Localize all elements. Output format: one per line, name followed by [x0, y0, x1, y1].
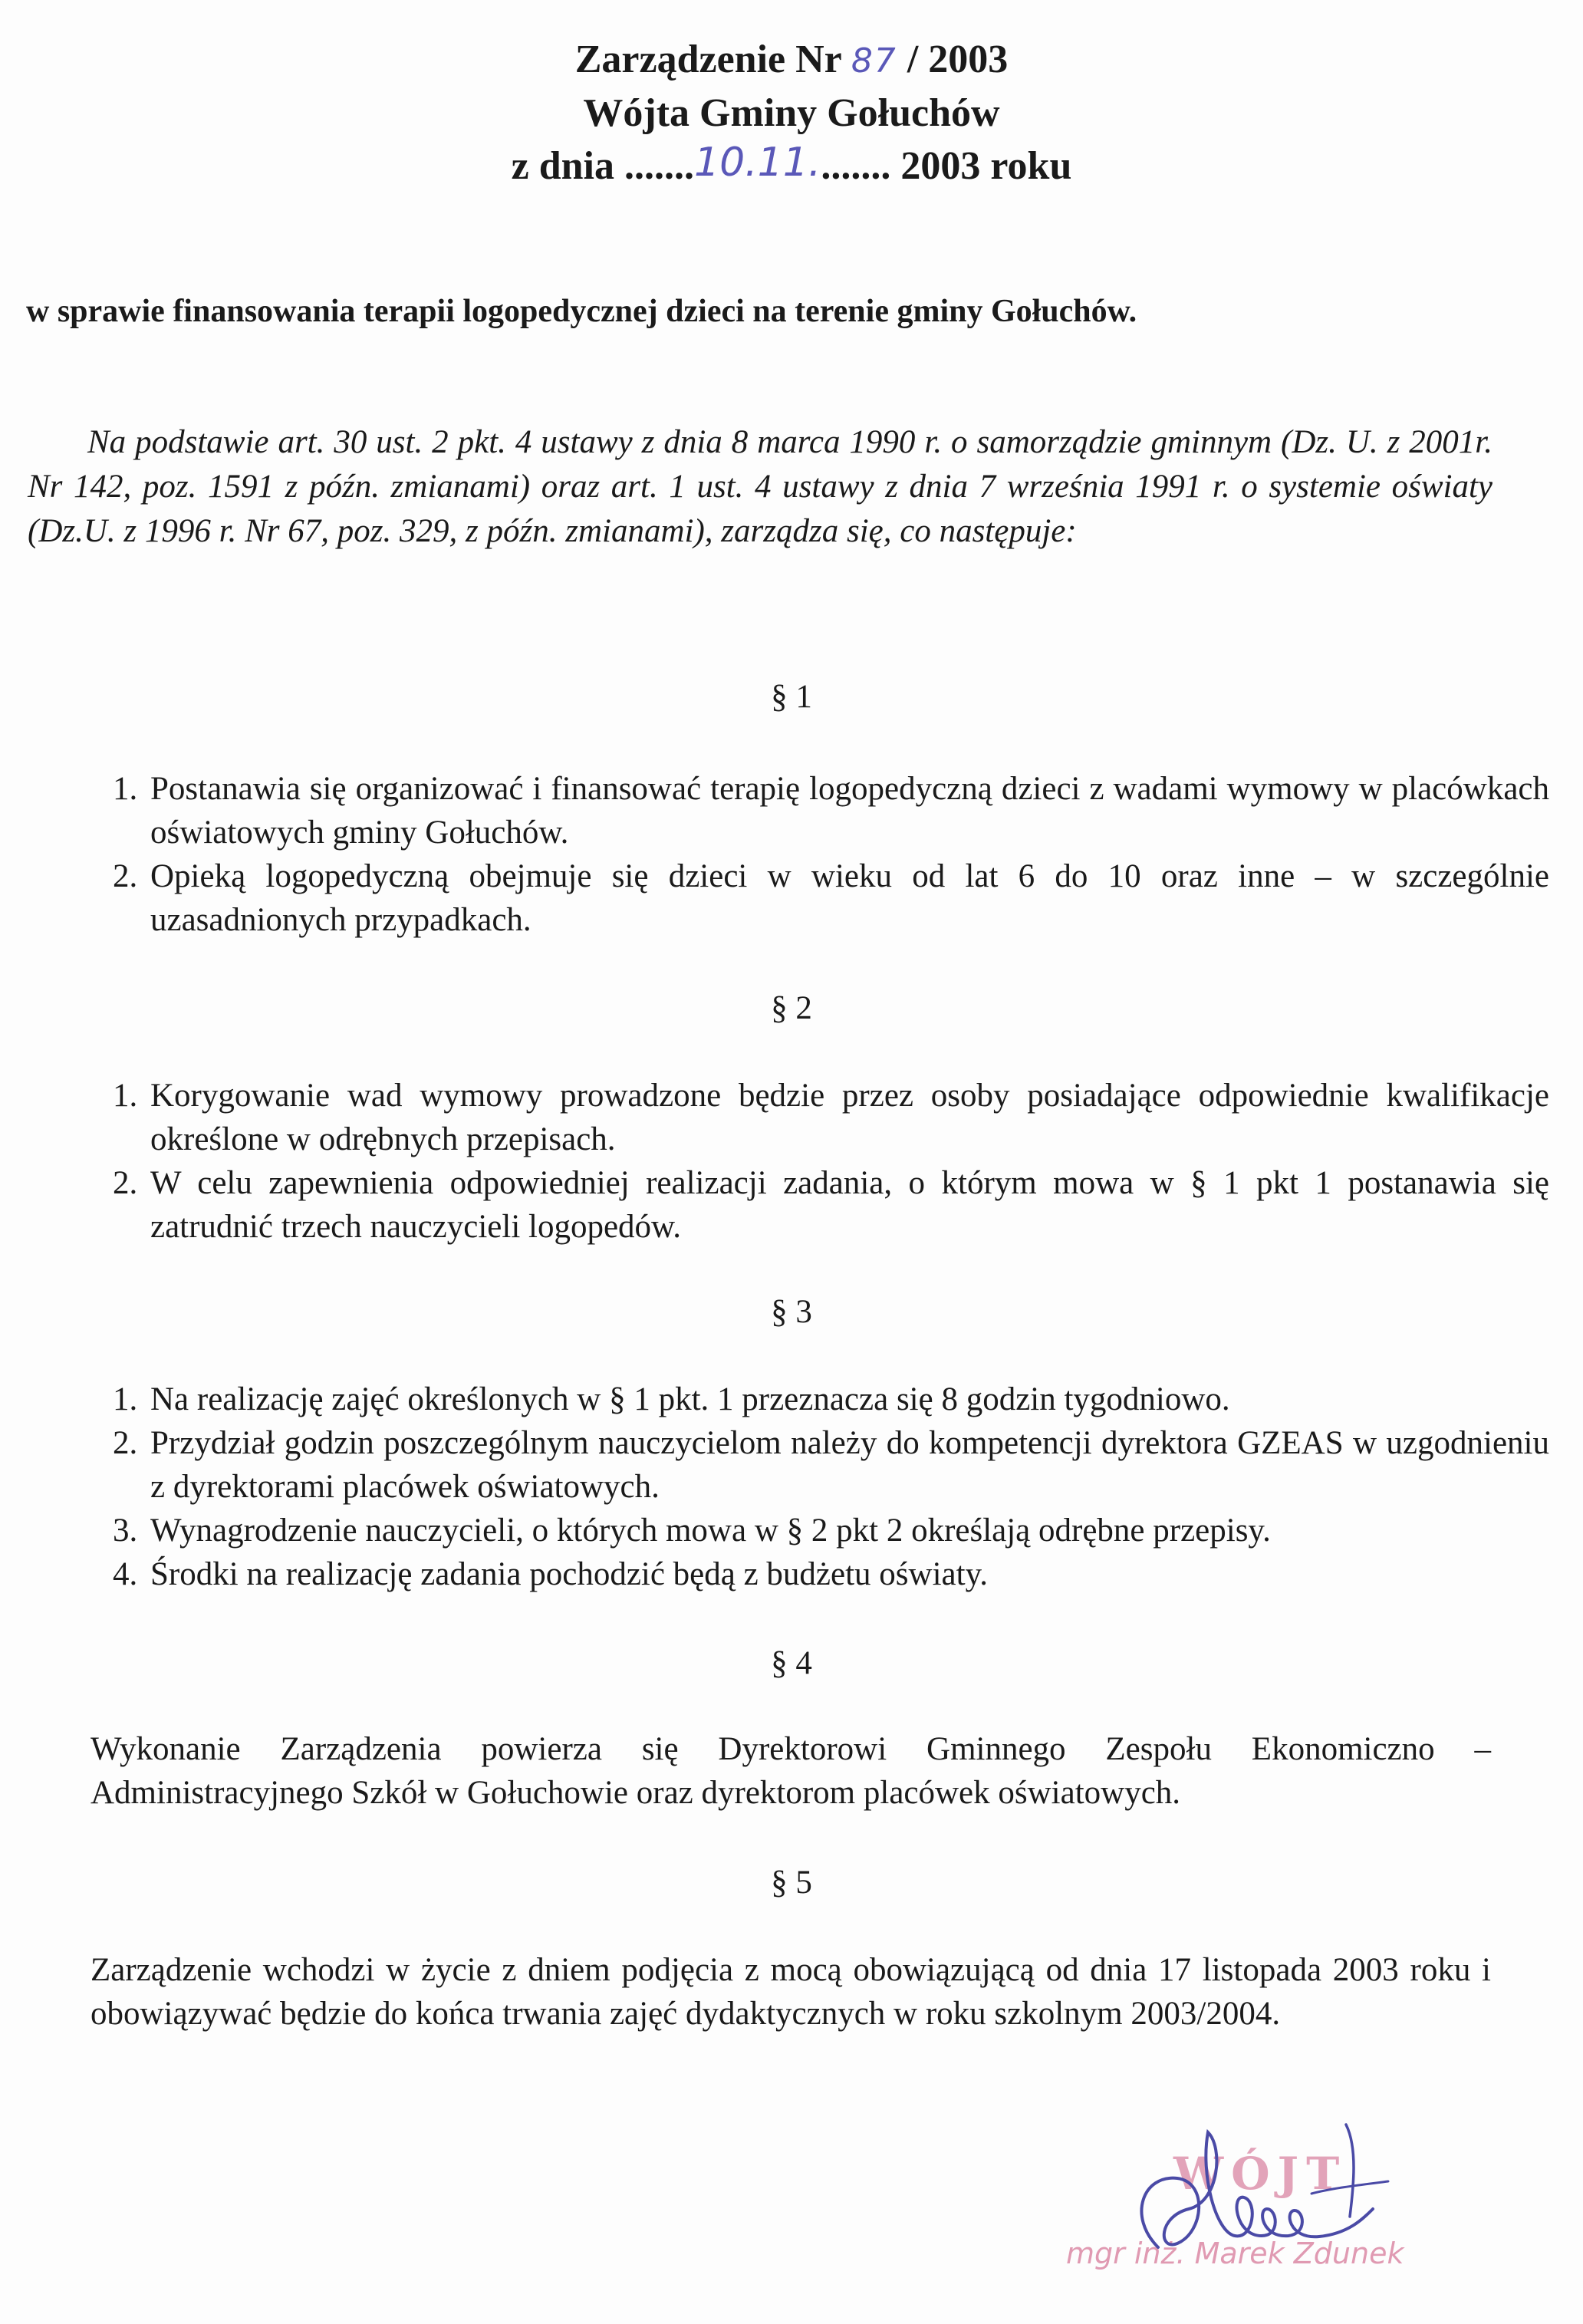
list-item: 1. Korygowanie wad wymowy prowadzone będzie przez osoby posiadające odpowiednie kwalifikacje określone w odrębnych przepisach. [146, 1074, 1549, 1161]
header-authority: Wójta Gminy Gołuchów [583, 91, 1000, 135]
list-item: 2. W celu zapewnienia odpowiedniej realizacji zadania, o którym mowa w § 1 pkt 1 postanawia się zatrudnić trzech nauczycieli logopedów. [146, 1161, 1549, 1249]
list-item: 4. Środki na realizację zadania pochodzić będą z budżetu oświaty. [146, 1552, 1549, 1596]
handwritten-signature [1043, 2102, 1473, 2286]
list-item: 1. Postanawia się organizować i finansować terapię logopedyczną dzieci z wadami wymowy w placówkach oświatowych gminy Gołuchów. [146, 767, 1549, 854]
list-item: 3. Wynagrodzenie nauczycieli, o których mowa w § 2 pkt 2 określają odrębne przepisy. [146, 1509, 1549, 1552]
section-5-text: Zarządzenie wchodzi w życie z dniem podjęcia z mocą obowiązującą od dnia 17 listopada 2003 roku i obowiązywać będzie do końca trwania zajęć dydaktycznych w roku szkolnym 2003/2004. [91, 1952, 1491, 2032]
section-4-text: Wykonanie Zarządzenia powierza się Dyrektorowi Gminnego Zespołu Ekonomiczno – Administracyjnego Szkół w Gołuchowie oraz dyrektorom placówek oświatowych. [91, 1731, 1491, 1811]
section-3-heading: § 3 [771, 1294, 812, 1330]
date-dots-after: ....... [821, 144, 891, 188]
header-title-line [0, 34, 1583, 87]
preamble [28, 420, 1492, 554]
date-prefix: z dnia [511, 144, 614, 188]
signature-stamp [1043, 2102, 1473, 2286]
section-3-list [84, 1378, 1549, 1596]
section-1-heading: § 1 [771, 679, 812, 715]
title-prefix: Zarządzenie Nr [574, 38, 841, 81]
list-item: 1. Na realizację zajęć określonych w § 1 pkt. 1 przeznacza się 8 godzin tygodniowo. [146, 1378, 1549, 1421]
section-2-heading: § 2 [771, 990, 812, 1026]
header-date-line [0, 140, 1583, 193]
document-subject: w sprawie finansowania terapii logopedycznej dzieci na terenie gminy Gołuchów. [26, 294, 1137, 329]
document-header [0, 34, 1583, 193]
section-4-heading: § 4 [771, 1645, 812, 1681]
date-dots-before: ....... [624, 144, 694, 188]
preamble-text: Na podstawie art. 30 ust. 2 pkt. 4 ustawy z dnia 8 marca 1990 r. o samorządzie gminnym (Dz. U. z 2001r. Nr 142, poz. 1591 z późn. zmianami) oraz art. 1 ust. 4 ustawy z dnia 7 września 1991 r. o systemie oświaty (Dz.U. z 1996 r. Nr 67, poz. 329, z późn. zmianami), zarządza się, co następuje: [28, 424, 1492, 549]
handwritten-date: 10.11. [693, 140, 821, 186]
section-1-list [84, 767, 1549, 942]
stamp-name: mgr inż. Marek Zdunek [1066, 2237, 1404, 2270]
title-suffix: / 2003 [907, 38, 1009, 81]
section-2-list [84, 1074, 1549, 1249]
date-suffix: 2003 roku [900, 144, 1072, 188]
list-item: 2. Przydział godzin poszczególnym nauczycielom należy do kompetencji dyrektora GZEAS w uzgodnieniu z dyrektorami placówek oświatowych. [146, 1421, 1549, 1509]
section-5-heading: § 5 [771, 1865, 812, 1901]
stamp-title: WÓJT [1173, 2148, 1348, 2200]
handwritten-number: 87 [851, 41, 897, 81]
list-item: 2. Opieką logopedyczną obejmuje się dzieci w wieku od lat 6 do 10 oraz inne – w szczególnie uzasadnionych przypadkach. [146, 854, 1549, 942]
